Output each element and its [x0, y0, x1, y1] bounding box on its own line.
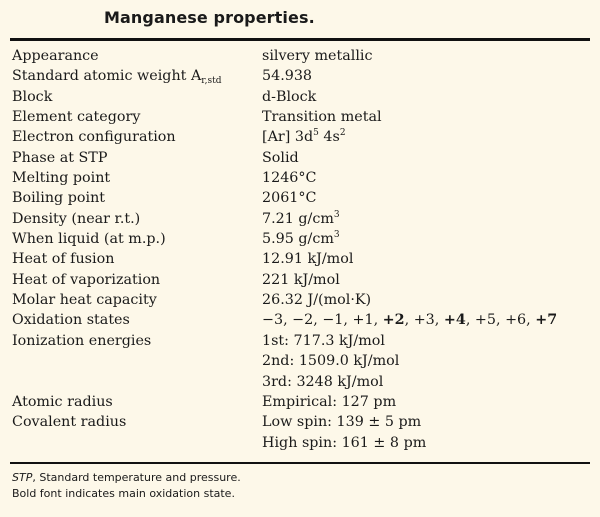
table-row — [12, 168, 592, 188]
property-value: 2nd: 1509.0 kJ/mol — [262, 353, 400, 370]
property-value: 26.32 J/(mol·K) — [262, 292, 372, 309]
top-rule — [10, 38, 590, 41]
property-label: Element category — [12, 109, 141, 126]
table-row — [12, 392, 592, 412]
table-row — [12, 148, 592, 168]
footnotes — [12, 470, 241, 502]
property-label: Boiling point — [12, 190, 106, 207]
table-row — [12, 351, 592, 371]
property-label: When liquid (at m.p.) — [12, 231, 166, 248]
property-label: Appearance — [12, 48, 99, 64]
property-value: Empirical: 127 pm — [262, 393, 397, 410]
property-value: Transition metal — [262, 109, 382, 126]
table-row — [12, 127, 592, 147]
property-value: 221 kJ/mol — [262, 271, 340, 288]
property-label: Phase at STP — [12, 149, 108, 166]
property-value: High spin: 161 ± 8 pm — [262, 434, 427, 451]
table-row — [12, 331, 592, 351]
table-row — [12, 46, 592, 66]
table-row — [12, 249, 592, 269]
property-value: 5.95 $g/cm^3$ — [262, 230, 340, 248]
property-label: Melting point — [12, 170, 111, 187]
property-value: −3, −2, −1, +1, +2, +3, +4, +5, +6, +7 — [262, 312, 558, 329]
footnote-stp: STP, Standard temperature and pressure. — [12, 471, 241, 484]
property-label: Atomic radius — [12, 393, 113, 410]
property-value: 7.21 $g/cm^3$ — [262, 209, 340, 227]
table-row — [12, 87, 592, 107]
table-row — [12, 188, 592, 208]
property-value: 2061°C — [262, 190, 317, 207]
property-value: d-Block — [262, 88, 317, 105]
property-label: Ionization energies — [12, 332, 152, 349]
table-title: Manganese properties. — [104, 8, 315, 27]
table-row — [12, 107, 592, 127]
property-label: Heat of fusion — [12, 251, 115, 268]
property-value: 12.91 kJ/mol — [262, 251, 354, 268]
table-row — [12, 209, 592, 229]
property-label: Oxidation states — [12, 312, 130, 329]
property-value: 3rd: 3248 kJ/mol — [262, 373, 384, 390]
table-row — [12, 290, 592, 310]
table-row — [12, 310, 592, 330]
property-label: Covalent radius — [12, 414, 127, 431]
property-value: 1246°C — [262, 170, 317, 187]
properties-table — [12, 46, 592, 453]
property-value: 54.938 — [262, 68, 313, 85]
property-value: 1st: 717.3 kJ/mol — [262, 332, 385, 349]
bottom-rule — [10, 462, 590, 464]
property-value: silvery metallic — [262, 48, 373, 64]
property-label: Standard atomic weight $A_{r,std}$ — [12, 68, 222, 87]
table-row — [12, 229, 592, 249]
table-row — [12, 372, 592, 392]
property-value: Low spin: 139 ± 5 pm — [262, 414, 422, 431]
property-label: Block — [12, 88, 53, 105]
property-value: Solid — [262, 149, 299, 166]
table-row — [12, 66, 592, 86]
property-label: Density (near r.t.) — [12, 210, 141, 227]
property-label: Heat of vaporization — [12, 271, 161, 288]
property-label: Electron configuration — [12, 129, 176, 146]
property-value: [Ar] $3d^5$ $4s^2$ — [262, 128, 346, 146]
footnote-bold: Bold font indicates main oxidation state. — [12, 487, 235, 500]
table-row — [12, 433, 592, 453]
property-label: Molar heat capacity — [12, 292, 157, 309]
table-row — [12, 412, 592, 432]
table-row — [12, 270, 592, 290]
